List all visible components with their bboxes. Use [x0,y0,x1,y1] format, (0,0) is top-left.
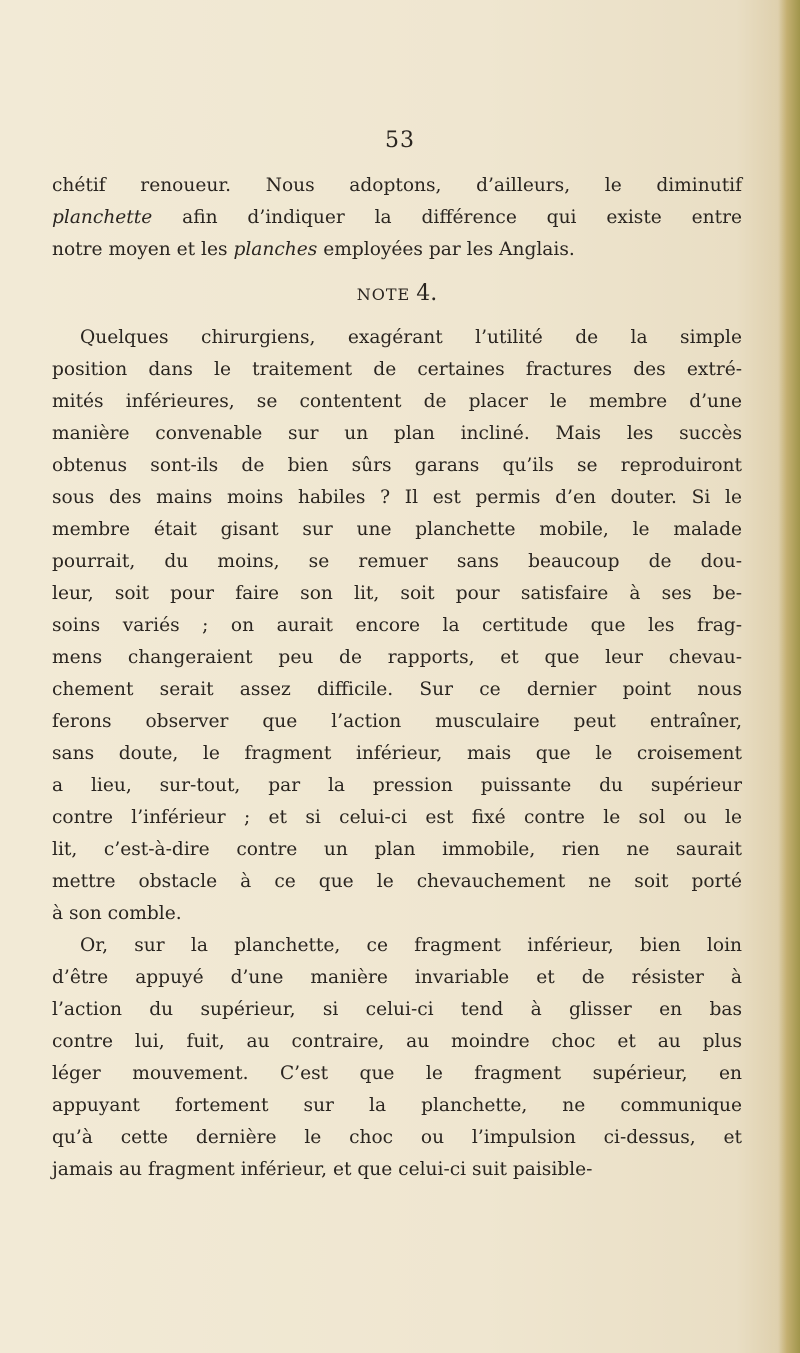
text-line: pourrait, du moins, se remuer sans beaucoup de dou- [52,551,742,572]
body-text [52,170,742,1186]
text-line: sous des mains moins habiles ? Il est permis d’en douter. Si le [52,487,742,508]
text-line: position dans le traitement de certaines fractures des extré- [52,359,742,380]
text-line: qu’à cette dernière le choc ou l’impulsion ci-dessus, et [52,1127,742,1148]
text-line: planchette afin d’indiquer la différence qui existe entre [52,207,742,228]
text-line: soins variés ; on aurait encore la certitude que les frag- [52,615,742,636]
text-line: Or, sur la planchette, ce fragment inférieur, bien loin [80,935,742,956]
text-line: sans doute, le fragment inférieur, mais que le croisement [52,743,742,764]
italic-term: planches [233,239,318,260]
page-edge-shadow [778,0,800,1353]
text-line: chétif renoueur. Nous adoptons, d’ailleurs, le diminutif [52,175,742,196]
text-line: jamais au fragment inférieur, et que celui-ci suit paisible- [52,1159,593,1180]
text-line: appuyant fortement sur la planchette, ne communique [52,1095,742,1116]
italic-term: planchette [52,207,153,228]
text-line: léger mouvement. C’est que le fragment supérieur, en [52,1063,742,1084]
text-line: lit, c’est-à-dire contre un plan immobile, rien ne saurait [52,839,742,860]
text-line: ferons observer que l’action musculaire peut entraîner, [52,711,742,732]
text-line: notre moyen et les planches employées par les Anglais. [52,239,575,260]
page-number: 53 [385,128,415,153]
text-line: membre était gisant sur une planchette mobile, le malade [52,519,742,540]
paragraph [52,322,742,930]
text-line: mettre obstacle à ce que le chevauchement ne soit porté [52,871,742,892]
text-line: manière convenable sur un plan incliné. Mais les succès [52,423,742,444]
text-line: contre l’inférieur ; et si celui-ci est fixé contre le sol ou le [52,807,742,828]
text-line: mens changeraient peu de rapports, et que leur chevau- [52,647,742,668]
text-line: obtenus sont-ils de bien sûrs garans qu’ils se reproduiront [52,455,742,476]
intro-paragraph [52,170,742,266]
text-line: a lieu, sur-tout, par la pression puissante du supérieur [52,775,742,796]
text-line: contre lui, fuit, au contraire, au moindre choc et au plus [52,1031,742,1052]
text-line: mités inférieures, se contentent de placer le membre d’une [52,391,742,412]
note-label: NOTE [356,285,411,304]
note-heading [52,266,742,322]
paragraph [52,930,742,1186]
text-line: Quelques chirurgiens, exagérant l’utilité de la simple [80,327,742,348]
text-line: d’être appuyé d’une manière invariable et de résister à [52,967,742,988]
text-line: leur, soit pour faire son lit, soit pour satisfaire à ses be- [52,583,742,604]
text-line: chement serait assez difficile. Sur ce dernier point nous [52,679,742,700]
text-line: à son comble. [52,903,182,924]
note-number: 4. [416,281,438,306]
text-line: l’action du supérieur, si celui-ci tend à glisser en bas [52,999,742,1020]
